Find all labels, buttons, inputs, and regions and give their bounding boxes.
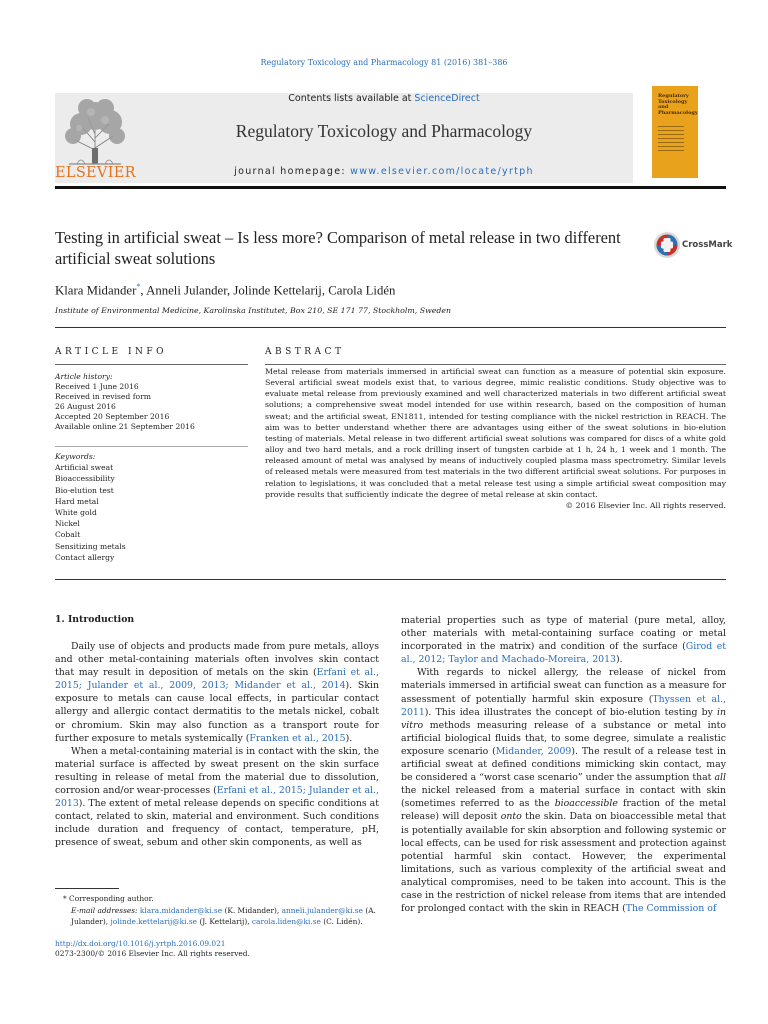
corresponding-label: Corresponding author. bbox=[69, 894, 154, 903]
emphasis: all bbox=[714, 772, 726, 784]
journal-homepage bbox=[135, 166, 633, 177]
divider bbox=[55, 446, 248, 447]
author-name: Carola Lidén bbox=[328, 283, 396, 298]
abstract-body bbox=[265, 366, 726, 511]
author-list: Klara Midander*, Anneli Julander, Jolinde Kettelarij, Carola Lidén bbox=[55, 282, 396, 298]
contents-availability bbox=[135, 93, 633, 104]
article-info-heading: ARTICLE INFO bbox=[55, 347, 168, 357]
sciencedirect-link[interactable]: ScienceDirect bbox=[414, 93, 480, 104]
abstract-heading: ABSTRACT bbox=[265, 347, 345, 357]
keyword-item: Cobalt bbox=[55, 530, 81, 540]
body-column-right bbox=[401, 614, 726, 915]
abstract-copyright: © 2016 Elsevier Inc. All rights reserved. bbox=[565, 500, 726, 510]
affiliation: Institute of Environmental Medicine, Karolinska Institutet, Box 210, SE 171 77, Stockholm, Sweden bbox=[55, 306, 451, 315]
footnotes bbox=[55, 893, 385, 928]
header-rule bbox=[55, 186, 726, 189]
divider bbox=[55, 579, 726, 580]
email-link[interactable]: klara.midander@ki.se bbox=[139, 905, 223, 915]
citation-link[interactable]: Erfani et al., 2015; Julander et al., 2013 bbox=[55, 785, 379, 810]
section-heading-introduction: 1. Introduction bbox=[55, 614, 135, 625]
email-label: E-mail addresses: bbox=[71, 905, 138, 915]
contents-prefix: Contents lists available at bbox=[288, 93, 415, 104]
abstract-text: Metal release from materials immersed in artificial sweat can function as a measure of potential skin exposure. Several artificial sweat models exist that, to various degree, mimic realistic conditions. Study objective was to evaluate metal release from previously examined and well characterized materials in two different artificial sweat solutions; a comprehensive sweat model intended for use within research, based on the composition of human sweat; and the artificial sweat, EN1811, intended for testing compliance with the nickel restriction in REACH. The aim was to better understand whether there are advantages using either of the sweat solutions in bio-elution testing of materials. Metal release in two different artificial sweat solutions was compared for discs of a white gold alloy and two hard metals, and a rock drilling insert of tungsten carbide at 1 h, 24 h, 1 week and 1 month. The released amount of metal was analysed by means of inductively coupled plasma mass spectrometry. Similar levels of released metals were measured from test materials in the two different artificial sweat solutions. For purposes in relation to legislations, it was concluded that a metal release test using a simple artificial sweat composition may provide results that sufficiently indicate the degree of metal release at skin contact. bbox=[265, 367, 726, 499]
paragraph: When a metal-containing material is in contact with the skin, the material surface is affected by sweat present on the skin surface resulting in release of metal from the material due to dissolution, corrosion and/or wear-processes (Erfani et al., 2015; Julander et al., 2013). The extent of metal release depends on specific conditions at contact, related to skin, material and environment. Such conditions include duration and frequency of contact, temperature, pH, presence of sweat, sebum and other skin components, as well as bbox=[55, 745, 380, 849]
citation-link[interactable]: The Commission of bbox=[625, 903, 717, 915]
journal-citation[interactable]: Regulatory Toxicology and Pharmacology 81 (2016) 381–386 bbox=[260, 58, 508, 67]
history-entry: Available online 21 September 2016 bbox=[55, 422, 195, 432]
keyword-item: Nickel bbox=[55, 519, 80, 529]
history-entry: 26 August 2016 bbox=[55, 402, 116, 412]
divider bbox=[55, 327, 726, 328]
doi-link[interactable]: http://dx.doi.org/10.1016/j.yrtph.2016.09.021 bbox=[55, 939, 226, 948]
divider bbox=[55, 364, 248, 365]
doi-block bbox=[55, 939, 250, 960]
keywords bbox=[55, 451, 248, 563]
citation-link[interactable]: Erfani et al., 2015; Julander et al., 2009, 2013; Midander et al., 2014 bbox=[55, 667, 379, 692]
keyword-item: Bio-elution test bbox=[55, 485, 114, 495]
history-entry: Received in revised form bbox=[55, 392, 151, 402]
citation-link[interactable]: Thyssen et al., 2011 bbox=[401, 693, 727, 718]
journal-title: Regulatory Toxicology and Pharmacology bbox=[235, 121, 533, 141]
citation-link[interactable]: Girod et al., 2012; Taylor and Machado-Moreira, 2013 bbox=[401, 641, 726, 666]
divider bbox=[265, 364, 726, 365]
history-entry: Received 1 June 2016 bbox=[55, 382, 139, 392]
keyword-item: Bioaccessibility bbox=[55, 474, 115, 484]
crossmark-label[interactable]: CrossMark bbox=[682, 240, 733, 250]
author-name: Klara Midander bbox=[55, 283, 137, 298]
email-list: klara.midander@ki.se (K. Midander), anneli.julander@ki.se (A. Julander), jolinde.kettelarij@ki.se (J. Kettelarij), carola.liden@ki.se (C. Lidén). bbox=[71, 905, 376, 927]
homepage-link[interactable]: www.elsevier.com/locate/yrtph bbox=[350, 166, 534, 177]
emphasis: in vitro bbox=[401, 706, 726, 731]
keyword-item: Contact allergy bbox=[55, 552, 115, 562]
corresponding-author-marker[interactable]: * bbox=[136, 282, 141, 291]
issn-line: 0273-2300/© 2016 Elsevier Inc. All rights reserved. bbox=[55, 949, 250, 959]
history-label: Article history: bbox=[55, 372, 113, 381]
emphasis: bioaccessible bbox=[554, 798, 618, 810]
cover-decoration bbox=[658, 126, 684, 154]
cover-title: Regulatory Toxicology and Pharmacology bbox=[658, 93, 698, 116]
paragraph: material properties such as type of material (pure metal, alloy, other materials with metal-containing surface coating or metal incorporated in the matrix) and condition of the surface (Girod et al., 2012; Taylor and Machado-Moreira, 2013). bbox=[401, 615, 726, 666]
paragraph: With regards to nickel allergy, the release of nickel from materials immersed in artificial sweat can function as a measure for assessment of potentially harmful skin exposure (Thyssen et al., 2011). This idea illustrates the concept of bio-elution testing by in vitro methods measuring release of a substance or metal into artificial biological fluids that, to some degree, simulate a realistic exposure scenario (Midander, 2009). The result of a release test in artificial sweat at defined conditions mimicking skin contact, may be considered a “worst case scenario” under the assumption that all the nickel released from a material surface in contact with skin (sometimes referred to as the bioaccessible fraction of the metal release) will deposit onto the skin. Data on bioaccessible metal that is potentially available for skin absorption and following systemic or local effects, can be used for risk assessment and protection against potential harmful skin contact. However, the experimental limitations, such as various complexity of the artificial sweat and analytical compromises, need to be taken into account. This is the case in the restriction of nickel release from items that are intended for prolonged contact with the skin in REACH (The Commission of bbox=[401, 667, 727, 915]
keyword-item: Sensitizing metals bbox=[55, 541, 126, 551]
keywords-label: Keywords: bbox=[55, 452, 96, 461]
author-name: Anneli Julander bbox=[146, 283, 227, 298]
keyword-item: Artificial sweat bbox=[55, 463, 114, 473]
keyword-item: Hard metal bbox=[55, 496, 99, 506]
body-column-left bbox=[55, 640, 379, 850]
keyword-item: White gold bbox=[55, 508, 97, 518]
article-title: Testing in artificial sweat – Is less more? Comparison of metal release in two different artificial sweat solutions bbox=[55, 228, 621, 268]
email-link[interactable]: carola.liden@ki.se bbox=[251, 917, 321, 927]
history-list bbox=[55, 382, 248, 432]
footnote-rule bbox=[55, 888, 119, 889]
citation-link[interactable]: Midander, 2009 bbox=[495, 745, 572, 757]
email-link[interactable]: jolinde.kettelarij@ki.se bbox=[110, 917, 198, 927]
history-entry: Accepted 20 September 2016 bbox=[55, 412, 170, 422]
emphasis: onto bbox=[500, 811, 522, 823]
paragraph: Daily use of objects and products made from pure metals, alloys and other metal-containing materials often involves skin contact that may result in deposition of metals on the skin (Erfani et al., 2015; Julander et al., 2009, 2013; Midander et al., 2014). Skin exposure to metals can cause local effects, in particular contact allergy and allergic contact dermatitis to the metals nickel, cobalt or chromium. Skin may also function as a transport route for further exposure to metals systemically (Franken et al., 2015). bbox=[55, 641, 379, 744]
citation-link[interactable]: Franken et al., 2015 bbox=[249, 732, 346, 744]
email-footnote bbox=[55, 905, 385, 928]
author-name: Jolinde Kettelarij bbox=[233, 283, 322, 298]
homepage-label: journal homepage: bbox=[234, 166, 351, 177]
journal-cover-thumbnail[interactable] bbox=[652, 86, 698, 178]
email-link[interactable]: anneli.julander@ki.se bbox=[281, 905, 363, 915]
keyword-list bbox=[55, 462, 248, 563]
article-history bbox=[55, 372, 248, 433]
elsevier-wordmark[interactable]: ELSEVIER bbox=[55, 165, 136, 181]
corresponding-footnote: * Corresponding author. bbox=[63, 894, 154, 903]
